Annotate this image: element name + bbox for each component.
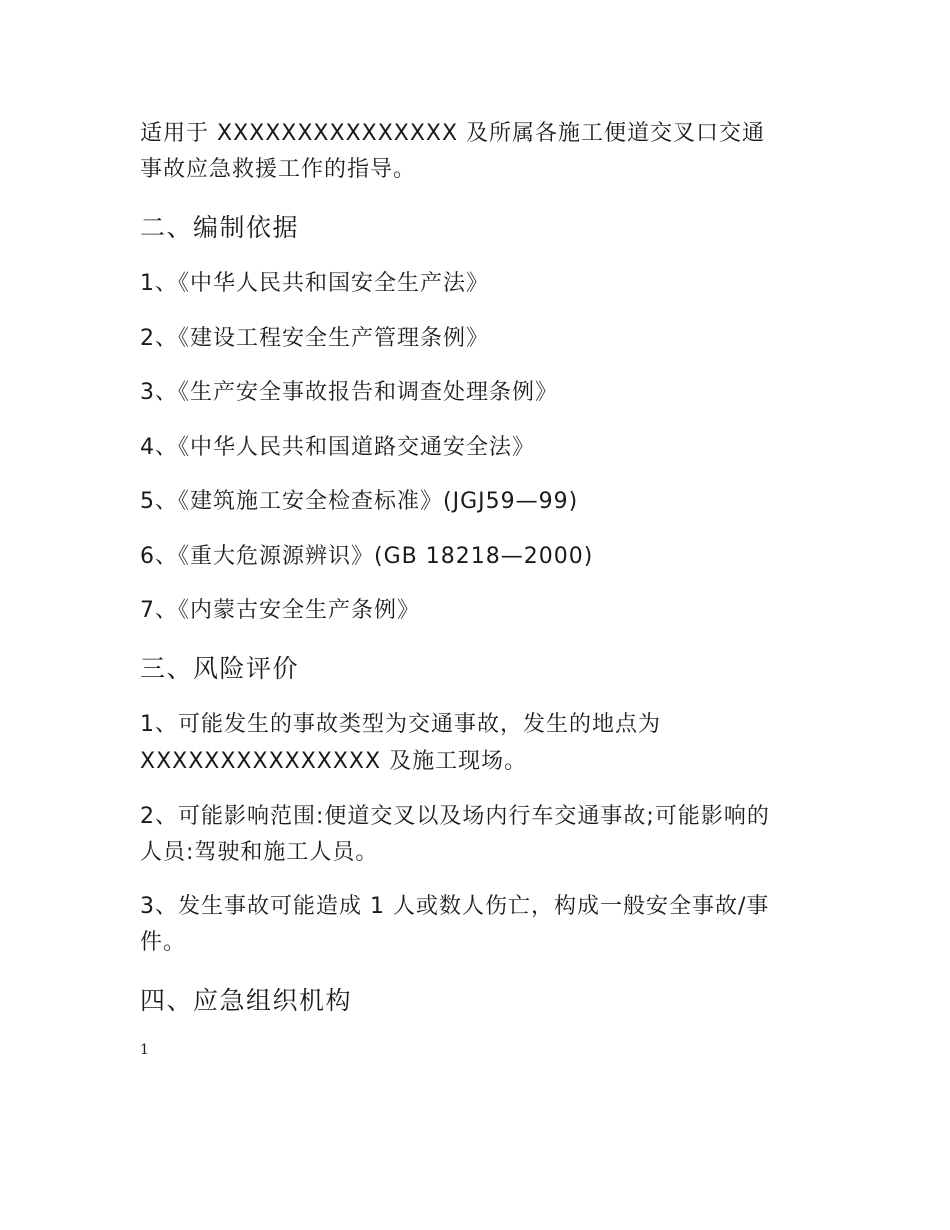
risk-item-2-line-2: 人员:驾驶和施工人员。 [140, 840, 379, 865]
basis-list-item: 6、《重大危源源辨识》(GB 18218—2000) [140, 544, 594, 569]
scope-text-line-2: 事故应急救援工作的指导。 [140, 157, 417, 182]
section-heading-basis: 二、编制依据 [140, 213, 300, 242]
scope-text-line-1: 适用于 XXXXXXXXXXXXXXX 及所属各施工便道交叉口交通 [140, 121, 766, 146]
risk-item-3-line-1: 3、发生事故可能造成 1 人或数人伤亡，构成一般安全事故/事 [140, 894, 770, 919]
risk-item-1-line-2: XXXXXXXXXXXXXXX 及施工现场。 [140, 749, 528, 774]
risk-item-2-line-1: 2、可能影响范围:便道交叉以及场内行车交通事故;可能影响的 [140, 804, 770, 829]
basis-list-item: 1、《中华人民共和国安全生产法》 [140, 271, 489, 296]
basis-list-item: 5、《建筑施工安全检查标准》(JGJ59—99) [140, 489, 579, 514]
section-heading-organization: 四、应急组织机构 [140, 986, 353, 1015]
basis-list-item: 3、《生产安全事故报告和调查处理条例》 [140, 380, 558, 405]
basis-list-item: 4、《中华人民共和国道路交通安全法》 [140, 435, 535, 460]
risk-item-3-line-2: 件。 [140, 930, 187, 955]
page-number: 1 [140, 1042, 149, 1058]
basis-list-item: 2、《建设工程安全生产管理条例》 [140, 326, 489, 351]
basis-list-item: 7、《内蒙古安全生产条例》 [140, 598, 420, 623]
risk-item-1-line-1: 1、可能发生的事故类型为交通事故，发生的地点为 [140, 712, 661, 737]
section-heading-risk: 三、风险评价 [140, 654, 300, 683]
